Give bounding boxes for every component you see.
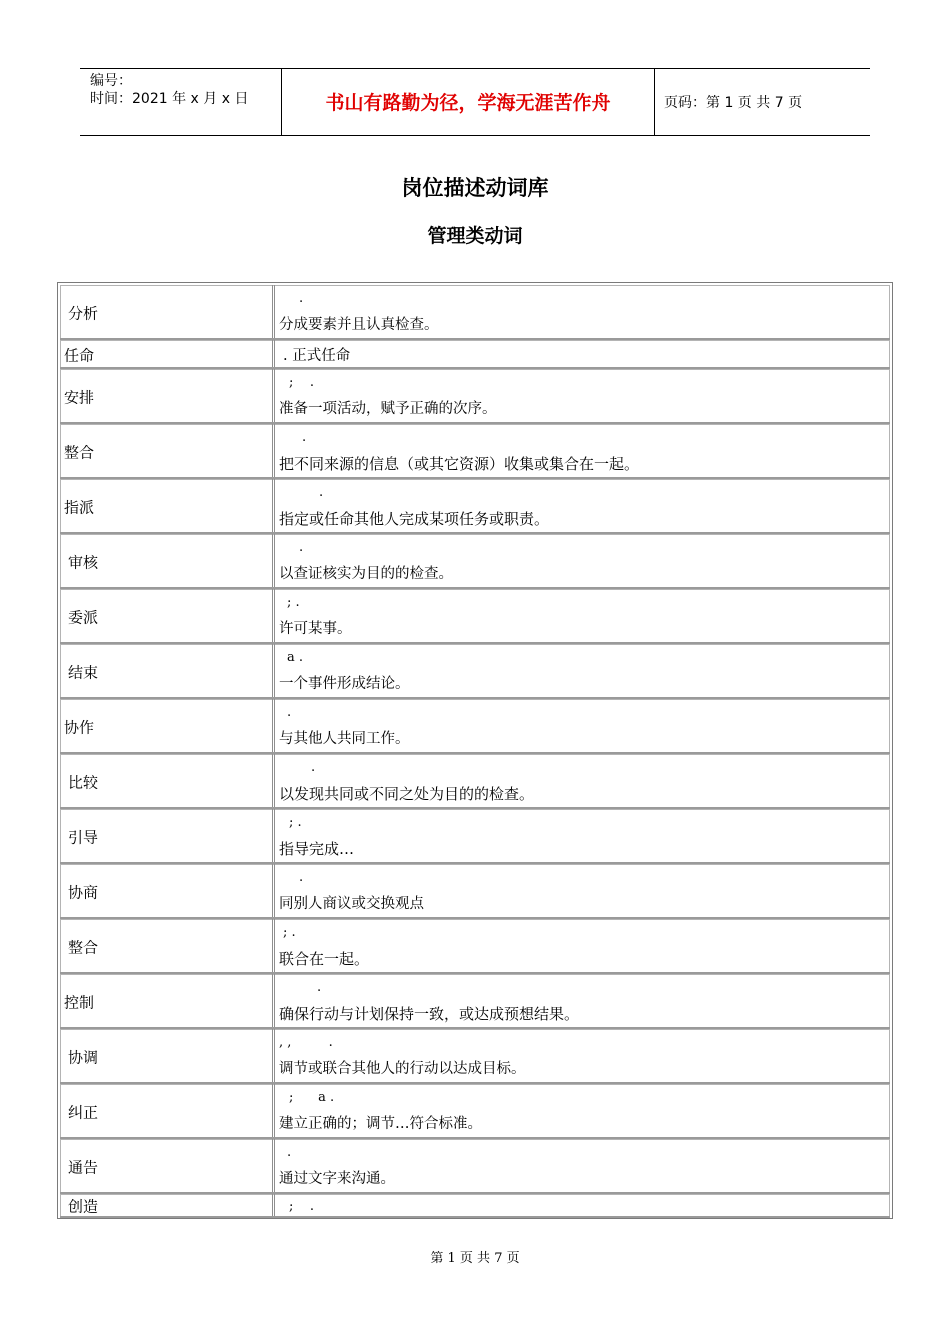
- definition-marks: .: [319, 485, 324, 500]
- table-row: [60, 699, 890, 754]
- page-footer: 第 1 页 共 7 页: [430, 1251, 520, 1266]
- definition-cell: [275, 864, 890, 919]
- verb-term: 整合: [64, 443, 95, 461]
- definition-cell: [275, 479, 890, 534]
- definition-marks: .: [299, 540, 304, 555]
- table-row: [60, 1084, 890, 1139]
- definition-marks: .: [287, 1145, 292, 1160]
- definition-cell: [275, 1194, 890, 1218]
- table-row: [60, 919, 890, 974]
- verb-definition: 许可某事。: [279, 621, 352, 637]
- definition-marks: .: [299, 291, 304, 306]
- table-row: [60, 644, 890, 699]
- definition-cell: [275, 369, 890, 424]
- table-row: [60, 1029, 890, 1084]
- verb-definition: 与其他人共同工作。: [279, 731, 410, 747]
- term-cell: [60, 589, 275, 644]
- verb-definition: 指定或任命其他人完成某项任务或职责。: [279, 510, 550, 528]
- definition-marks: .: [311, 760, 316, 775]
- definition-cell: [275, 1029, 890, 1084]
- definition-marks: , , .: [279, 1035, 333, 1050]
- definition-marks: ; .: [289, 375, 315, 390]
- verb-definition: 确保行动与计划保持一致，或达成预想结果。: [279, 1005, 580, 1023]
- header-motto: 书山有路勤为径，学海无涯苦作舟: [325, 92, 611, 114]
- definition-marks: .: [299, 870, 304, 885]
- verb-definition: 联合在一起。: [279, 950, 370, 968]
- header-meta: [90, 72, 248, 108]
- definition-cell: [275, 589, 890, 644]
- term-cell: [60, 285, 275, 340]
- verb-term: 比较: [68, 773, 99, 791]
- definition-cell: [275, 285, 890, 340]
- verb-definition: 以发现共同或不同之处为目的的检查。: [279, 785, 535, 803]
- verb-definition: 通过文字来沟通。: [279, 1171, 395, 1187]
- section-title: 管理类动词: [427, 225, 523, 247]
- term-cell: [60, 424, 275, 479]
- verb-table: [57, 282, 893, 1219]
- definition-cell: [275, 424, 890, 479]
- verb-term: 指派: [64, 498, 95, 516]
- verb-term: 委派: [68, 608, 99, 626]
- verb-term: 结束: [68, 663, 99, 681]
- term-cell: [60, 369, 275, 424]
- table-row: [60, 340, 890, 369]
- definition-cell: [275, 340, 890, 369]
- table-row: [60, 974, 890, 1029]
- verb-definition: 调节或联合其他人的行动以达成目标。: [279, 1061, 526, 1077]
- table-row: [60, 369, 890, 424]
- definition-marks: a .: [287, 650, 304, 665]
- verb-term: 引导: [68, 828, 99, 846]
- verb-definition: 建立正确的；调节…符合标准。: [279, 1116, 482, 1132]
- verb-definition: . 正式任命: [283, 348, 351, 364]
- definition-marks: ; .: [289, 1199, 315, 1214]
- term-cell: [60, 1029, 275, 1084]
- verb-definition: 指导完成…: [279, 840, 355, 858]
- table-row: [60, 864, 890, 919]
- table-row: [60, 809, 890, 864]
- definition-marks: ; .: [283, 925, 296, 940]
- term-cell: [60, 479, 275, 534]
- verb-term: 通告: [68, 1158, 99, 1176]
- term-cell: [60, 809, 275, 864]
- verb-term: 控制: [64, 993, 95, 1011]
- definition-cell: [275, 754, 890, 809]
- definition-marks: .: [287, 705, 292, 720]
- definition-cell: [275, 644, 890, 699]
- term-cell: [60, 534, 275, 589]
- term-cell: [60, 919, 275, 974]
- definition-cell: [275, 699, 890, 754]
- term-cell: [60, 644, 275, 699]
- number-label: 编号：: [90, 73, 132, 89]
- verb-term: 创造: [68, 1197, 99, 1216]
- definition-marks: ; .: [287, 595, 300, 610]
- verb-term: 纠正: [68, 1103, 99, 1121]
- definition-marks: ; .: [289, 815, 302, 830]
- term-cell: [60, 1139, 275, 1194]
- term-cell: [60, 974, 275, 1029]
- verb-term: 协作: [64, 718, 95, 736]
- definition-cell: [275, 1139, 890, 1194]
- verb-term: 协商: [68, 883, 99, 901]
- table-row: [60, 424, 890, 479]
- verb-term: 任命: [64, 346, 95, 364]
- verb-term: 安排: [64, 388, 95, 406]
- term-cell: [60, 699, 275, 754]
- verb-term: 协调: [68, 1048, 99, 1066]
- table-row: [60, 534, 890, 589]
- definition-marks: ; a .: [289, 1090, 335, 1105]
- verb-definition: 把不同来源的信息（或其它资源）收集或集合在一起。: [279, 455, 640, 473]
- verb-definition: 准备一项活动，赋予正确的次序。: [279, 401, 497, 417]
- table-row: [60, 1139, 890, 1194]
- header-page-info: 页码：第 1 页 共 7 页: [664, 95, 803, 111]
- verb-term: 整合: [68, 938, 99, 956]
- definition-marks: .: [302, 430, 307, 445]
- definition-cell: [275, 974, 890, 1029]
- term-cell: [60, 1084, 275, 1139]
- table-row: [60, 589, 890, 644]
- table-row: [60, 754, 890, 809]
- document-header: [80, 68, 870, 136]
- table-row: [60, 285, 890, 340]
- verb-definition: 一个事件形成结论。: [279, 676, 410, 692]
- header-divider: [654, 69, 655, 135]
- page-title: 岗位描述动词库: [401, 176, 549, 200]
- definition-marks: .: [317, 980, 322, 995]
- verb-term: 审核: [68, 553, 99, 571]
- verb-term: 分析: [68, 304, 99, 322]
- verb-definition: 同别人商议或交换观点: [279, 896, 424, 912]
- term-cell: [60, 754, 275, 809]
- table-row: [60, 479, 890, 534]
- date-line: 时间：2021 年 x 月 x 日: [90, 91, 249, 107]
- term-cell: [60, 864, 275, 919]
- definition-cell: [275, 1084, 890, 1139]
- definition-cell: [275, 534, 890, 589]
- definition-cell: [275, 919, 890, 974]
- table-row: [60, 1194, 890, 1218]
- term-cell: [60, 340, 275, 369]
- definition-cell: [275, 809, 890, 864]
- verb-definition: 以查证核实为目的的检查。: [279, 566, 453, 582]
- verb-definition: 分成要素并且认真检查。: [279, 317, 439, 333]
- term-cell: [60, 1194, 275, 1218]
